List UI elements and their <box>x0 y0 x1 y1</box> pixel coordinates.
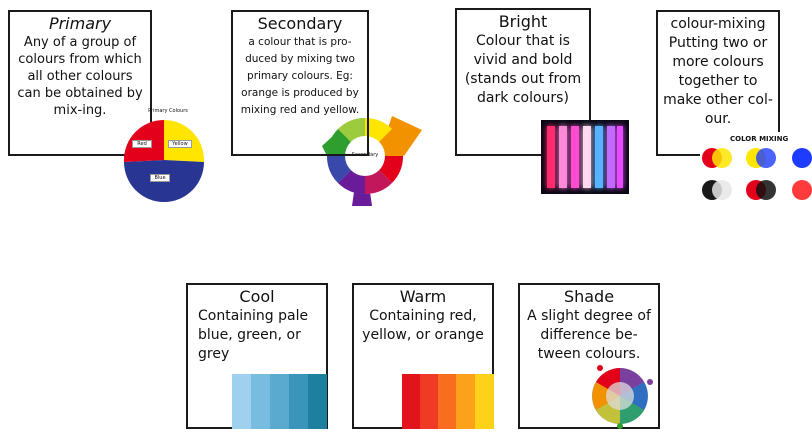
card-secondary <box>231 10 369 156</box>
blue-label: Blue <box>150 174 170 182</box>
colour-mixing-image-title: COLOR MIXING <box>730 135 789 143</box>
glow-sticks-image <box>541 120 629 194</box>
warm-colour-strips <box>402 374 494 429</box>
cool-colour-strips <box>232 374 327 429</box>
card-title: Warm <box>399 287 447 306</box>
red-label: Red <box>132 140 152 148</box>
colour-mixing-image <box>700 132 812 208</box>
pie-chart <box>118 114 214 206</box>
card-text: Putting two or more colours together to make other col-our. <box>663 35 773 127</box>
yellow-label: Yellow <box>168 140 192 148</box>
card-text: Containing pale blue, green, or grey <box>198 308 309 362</box>
card-title: Primary <box>48 14 112 33</box>
card-title: Secondary <box>257 14 343 33</box>
card-title: Shade <box>563 287 615 306</box>
primary-chart-title: Primary Colours <box>148 108 188 114</box>
card-text: Any of a group of colours from which all other colours can be obtained by mix-ing. <box>17 35 143 118</box>
card-text: Containing red, yellow, or orange <box>362 308 484 343</box>
primary-colour-wheel <box>118 104 214 204</box>
card-text: Colour that is vivid and bold (stands out from dark colours) <box>464 33 582 106</box>
wheel-label: Secondary <box>351 152 379 158</box>
card-title: colour-mixing <box>670 16 766 32</box>
shade-colour-wheel <box>590 362 660 429</box>
card-title: Cool <box>239 287 275 306</box>
card-text: a colour that is pro-duced by mixing two primary colours. Eg: orange is produced by mixing red and yellow. <box>240 36 360 116</box>
card-text: A slight degree of difference be-tween colours. <box>527 308 651 362</box>
card-title: Bright <box>498 12 548 31</box>
shade-wheel <box>590 362 660 429</box>
